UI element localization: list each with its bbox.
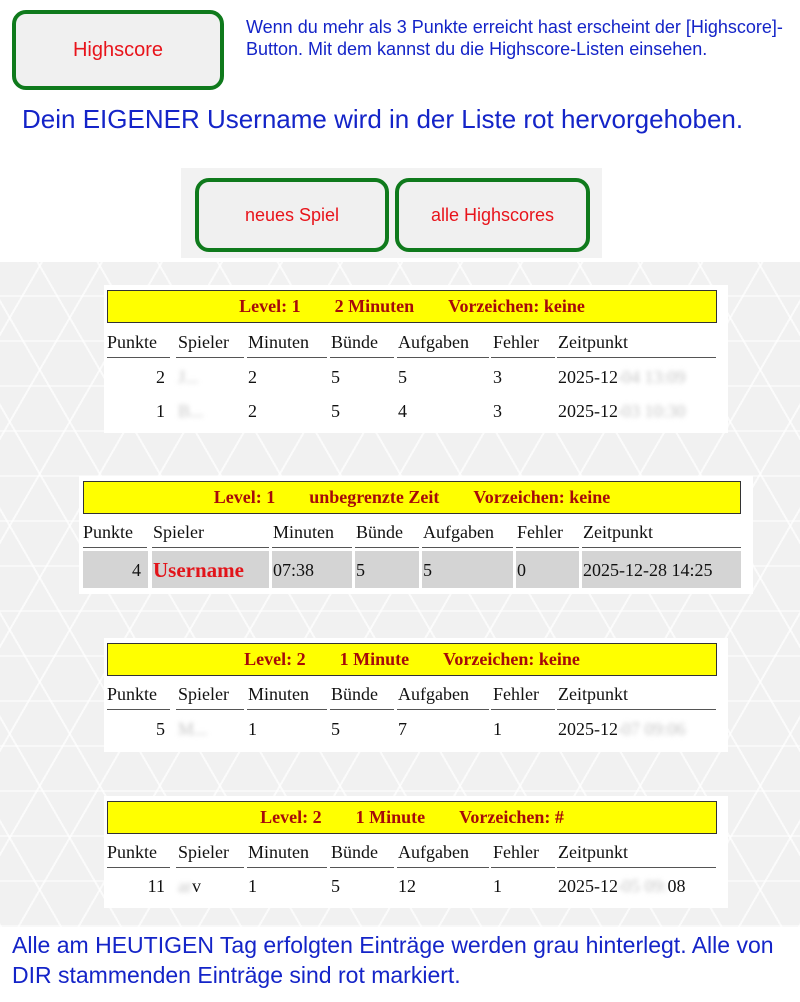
header-underline	[107, 867, 170, 868]
cell-fehler: 0	[517, 560, 526, 580]
zeitpunkt-obscured: -04 13:09	[616, 367, 686, 387]
cell-buende: 5	[331, 367, 340, 387]
cell-spieler-obscured: B...	[178, 401, 204, 421]
column-header-spieler: Spieler	[178, 842, 229, 862]
highscore-table-level2-1min-sign	[104, 796, 728, 908]
column-header-minuten: Minuten	[248, 684, 309, 704]
table-signs: Vorzeichen: #	[459, 807, 564, 827]
legend-note: Alle am HEUTIGEN Tag erfolgten Einträge werden grau hinterlegt. Alle von DIR stammenden Einträge sind rot markiert.	[12, 932, 774, 988]
cell-buende: 5	[356, 560, 365, 580]
header-underline	[397, 867, 489, 868]
header-underline	[397, 709, 489, 710]
cell-buende: 5	[331, 401, 340, 421]
header-underline	[107, 709, 170, 710]
table-signs: Vorzeichen: keine	[443, 649, 580, 669]
column-header-aufgaben: Aufgaben	[398, 842, 469, 862]
cell-aufgaben: 7	[398, 719, 407, 739]
zeitpunkt-visible: 2025-12	[558, 876, 618, 896]
header-underline	[247, 357, 327, 358]
column-header-buende: Bünde	[331, 842, 378, 862]
header-underline	[83, 547, 147, 548]
cell-fehler: 3	[493, 367, 502, 387]
cell-aufgaben: 4	[398, 401, 407, 421]
header-underline	[516, 547, 579, 548]
table-level: Level: 2	[260, 807, 322, 827]
zeitpunkt-visible: 2025-12	[558, 401, 618, 421]
column-header-zeitpunkt: Zeitpunkt	[583, 522, 653, 542]
new-game-button[interactable]: neues Spiel	[195, 178, 389, 252]
header-underline	[491, 867, 555, 868]
highscore-table-level2-1min	[104, 638, 728, 752]
column-header-fehler: Fehler	[493, 332, 539, 352]
column-header-minuten: Minuten	[248, 332, 309, 352]
table-time: unbegrenzte Zeit	[309, 487, 440, 507]
header-underline	[491, 709, 555, 710]
highscore-table-level1-unlimited	[79, 476, 753, 594]
header-underline	[422, 547, 513, 548]
cell-aufgaben: 5	[398, 367, 407, 387]
zeitpunkt-visible-end: 08	[667, 876, 686, 896]
cell-buende: 5	[331, 719, 340, 739]
table-signs: Vorzeichen: keine	[448, 296, 585, 316]
table-signs: Vorzeichen: keine	[473, 487, 611, 507]
column-header-minuten: Minuten	[248, 842, 309, 862]
spieler-obscured: ar	[178, 876, 192, 896]
column-header-spieler: Spieler	[178, 332, 229, 352]
highscore-explanation: Wenn du mehr als 3 Punkte erreicht hast erscheint der [Highscore]-Button. Mit dem kannst du die Highscore-Listen einsehen.	[246, 17, 783, 59]
column-header-buende: Bünde	[331, 684, 378, 704]
all-highscores-button[interactable]: alle Highscores	[395, 178, 590, 252]
header-underline	[176, 357, 244, 358]
cell-punkte: 2	[156, 367, 165, 387]
table-time: 1 Minute	[355, 807, 426, 827]
own-username-note: Dein EIGENER Username wird in der Liste rot hervorgehoben.	[22, 104, 744, 134]
cell-minuten: 1	[248, 876, 257, 896]
table-title	[107, 290, 717, 323]
highscore-button[interactable]: Highscore	[12, 10, 224, 90]
cell-aufgaben: 12	[398, 876, 416, 896]
column-header-fehler: Fehler	[493, 842, 539, 862]
cell-minuten: 2	[248, 401, 257, 421]
column-header-fehler: Fehler	[493, 684, 539, 704]
zeitpunkt-obscured: -07 09:06	[616, 719, 686, 739]
table-level: Level: 2	[244, 649, 306, 669]
column-header-punkte: Punkte	[83, 522, 134, 542]
header-underline	[247, 867, 327, 868]
cell-zeitpunkt	[558, 876, 686, 897]
table-title	[107, 801, 717, 834]
cell-buende: 5	[331, 876, 340, 896]
header-underline	[272, 547, 352, 548]
column-header-spieler: Spieler	[178, 684, 229, 704]
cell-zeitpunkt	[558, 719, 686, 740]
table-title	[83, 481, 741, 514]
cell-minuten: 1	[248, 719, 257, 739]
column-header-aufgaben: Aufgaben	[398, 684, 469, 704]
highscore-table-level1-2min	[104, 285, 728, 433]
header-underline	[330, 357, 394, 358]
column-header-aufgaben: Aufgaben	[398, 332, 469, 352]
header-underline	[330, 709, 394, 710]
zeitpunkt-obscured: -03 10:30	[616, 401, 686, 421]
cell-aufgaben: 5	[423, 560, 432, 580]
header-underline	[355, 547, 419, 548]
zeitpunkt-obscured: -05 09:	[616, 876, 668, 896]
column-header-buende: Bünde	[331, 332, 378, 352]
cell-spieler	[178, 876, 201, 897]
column-header-zeitpunkt: Zeitpunkt	[558, 842, 628, 862]
cell-zeitpunkt	[558, 401, 686, 422]
column-header-fehler: Fehler	[517, 522, 563, 542]
cell-spieler-obscured: J...	[178, 367, 199, 387]
column-header-zeitpunkt: Zeitpunkt	[558, 332, 628, 352]
column-header-zeitpunkt: Zeitpunkt	[558, 684, 628, 704]
cell-punkte: 11	[147, 876, 165, 896]
column-header-buende: Bünde	[356, 522, 403, 542]
zeitpunkt-visible: 2025-12	[558, 719, 618, 739]
cell-fehler: 1	[493, 719, 502, 739]
header-underline	[152, 547, 269, 548]
header-underline	[176, 867, 244, 868]
header-underline	[557, 709, 716, 710]
column-header-minuten: Minuten	[273, 522, 334, 542]
zeitpunkt-visible: 2025-12	[558, 367, 618, 387]
spieler-visible: v	[191, 876, 201, 896]
cell-zeitpunkt	[558, 367, 686, 388]
cell-punkte: 1	[156, 401, 165, 421]
cell-fehler: 3	[493, 401, 502, 421]
header-underline	[491, 357, 555, 358]
today-bg	[422, 551, 513, 588]
table-level: Level: 1	[213, 487, 276, 507]
cell-punkte: 4	[132, 560, 141, 580]
header-underline	[176, 709, 244, 710]
column-header-punkte: Punkte	[107, 684, 158, 704]
header-underline	[557, 867, 716, 868]
table-time: 1 Minute	[339, 649, 410, 669]
cell-spieler-obscured: M...	[178, 719, 208, 739]
column-header-punkte: Punkte	[107, 842, 158, 862]
column-header-spieler: Spieler	[153, 522, 204, 542]
header-underline	[557, 357, 716, 358]
header-underline	[397, 357, 489, 358]
column-header-punkte: Punkte	[107, 332, 158, 352]
cell-minuten: 2	[248, 367, 257, 387]
cell-punkte: 5	[156, 719, 165, 739]
cell-fehler: 1	[493, 876, 502, 896]
own-username: Username	[153, 558, 244, 582]
table-level: Level: 1	[239, 296, 301, 316]
table-time: 2 Minuten	[334, 296, 415, 316]
cell-minuten: 07:38	[273, 560, 315, 580]
header-underline	[247, 709, 327, 710]
table-title	[107, 643, 717, 676]
column-header-aufgaben: Aufgaben	[423, 522, 494, 542]
header-underline	[107, 357, 170, 358]
cell-zeitpunkt: 2025-12-28 14:25	[583, 560, 713, 580]
header-underline	[330, 867, 394, 868]
header-underline	[582, 547, 741, 548]
